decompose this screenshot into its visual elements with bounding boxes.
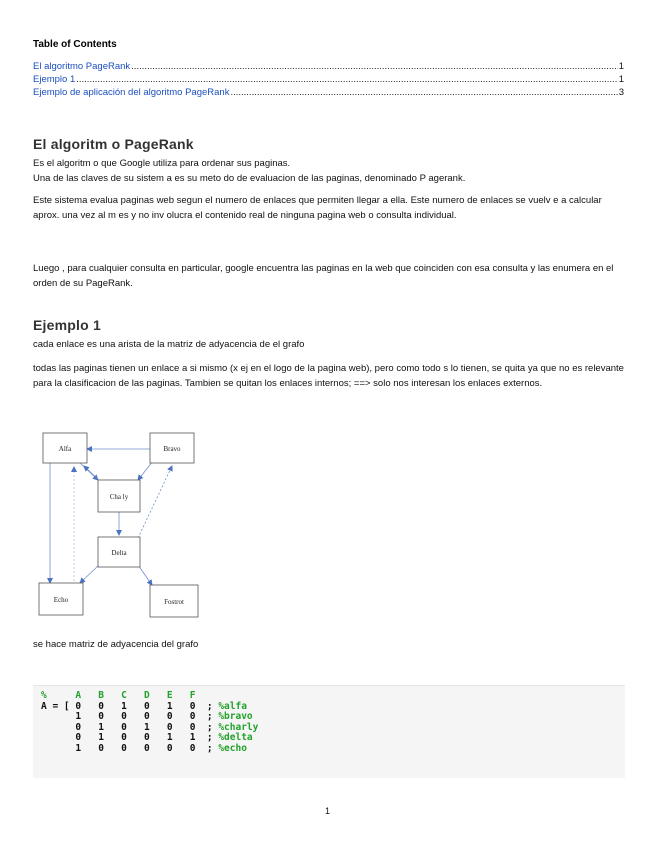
code-values: 1 0 0 0 0 0 xyxy=(75,711,196,722)
toc-leader-dots xyxy=(230,86,617,99)
paragraph: Este sistema evalua paginas web segun el numero de enlaces que permiten llegar a ella. Este numero de enlaces se vuelv e a calcular aprox. una vez al m es y no inv olucra el contenido real de ninguna pagina web o consulta individual. xyxy=(33,195,602,221)
toc-entry[interactable] xyxy=(33,60,624,73)
toc-entry-label: Ejemplo de aplicación del algoritmo PageRank xyxy=(33,87,230,98)
node-delta xyxy=(98,537,140,567)
section-heading-ejemplo-1: Ejemplo 1 xyxy=(33,317,101,333)
graph-diagram xyxy=(32,425,204,623)
code-comment: %alfa xyxy=(218,700,247,712)
section-heading-pagerank: El algoritm o PageRank xyxy=(33,136,194,152)
code-values: 0 1 0 0 1 1 xyxy=(75,732,196,743)
code-prefix: A = [ xyxy=(41,700,76,712)
code-values: 0 1 0 1 0 0 xyxy=(75,721,196,733)
node-echo xyxy=(39,583,83,615)
edge-delta-echo xyxy=(80,565,99,583)
code-values: 0 0 1 0 1 0 xyxy=(75,700,196,712)
node-label: Echo xyxy=(53,596,69,604)
code-prefix xyxy=(41,743,75,754)
paragraph: Es el algoritm o que Google utiliza para ordenar sus paginas. xyxy=(33,158,291,169)
toc-entry[interactable] xyxy=(33,73,624,86)
node-label: Cha ly xyxy=(109,493,129,501)
code-values: 1 0 0 0 0 0 xyxy=(75,742,196,754)
code-comment: %charly xyxy=(218,721,259,733)
page-number: 1 xyxy=(324,806,330,816)
paragraph: se hace matriz de adyacencia del grafo xyxy=(33,639,199,650)
paragraph: cada enlace es una arista de la matriz de adyacencia de el grafo xyxy=(33,339,305,350)
paragraph: Luego , para cualquier consulta en particular, google encuentra las paginas en la web que coinciden con esa consulta y las enumera en el orden de su PageRank. xyxy=(33,263,614,289)
edge-delta-fostrot xyxy=(138,565,152,585)
node-label: Alfa xyxy=(58,445,72,453)
code-comment: %bravo xyxy=(218,711,253,722)
node-label: Delta xyxy=(111,549,127,557)
edge-bravo-charly xyxy=(138,461,153,480)
toc-entry-label: Ejemplo 1 xyxy=(33,74,76,85)
code-prefix xyxy=(41,732,75,743)
code-prefix xyxy=(41,722,75,733)
node-alfa xyxy=(43,433,87,463)
code-comment: %delta xyxy=(218,732,253,743)
toc-entry-page: 1 xyxy=(618,74,624,85)
node-charly xyxy=(98,480,140,512)
table-of-contents xyxy=(33,60,624,99)
toc-entry-label: El algoritmo PageRank xyxy=(33,61,131,72)
toc-entry-page: 3 xyxy=(618,87,624,98)
toc-leader-dots xyxy=(76,73,617,86)
edge-delta-bravo xyxy=(138,466,172,538)
code-prefix xyxy=(41,711,75,722)
node-label: Bravo xyxy=(163,445,181,453)
edge-alfa-charly xyxy=(80,463,98,480)
node-label: Fostrot xyxy=(164,598,184,606)
node-fostrot xyxy=(150,585,198,617)
toc-title: Table of Contents xyxy=(33,39,117,50)
code-comment: % A B C D E F xyxy=(41,690,196,701)
code-comment: %echo xyxy=(218,742,247,754)
code-block: % A B C D E F A = [ 0 0 1 0 1 0 ; %alfa 1 0 0 0 0 0 ; %bravo 0 1 0 1 0 0 ; %charly 0 1 0 0 1 1 ; %delta 1 0 0 0 0 0 ; %echo xyxy=(33,685,625,778)
toc-leader-dots xyxy=(131,60,618,73)
node-bravo xyxy=(150,433,194,463)
toc-entry-page: 1 xyxy=(618,61,624,72)
paragraph: todas las paginas tienen un enlace a si mismo (x ej en el logo de la pagina web), pero como todo s lo tienen, se quita ya que no es relevante para la clasificacion de las paginas. Tambien se quitan los enlaces internos; ==> solo nos interesan los enlaces externos. xyxy=(33,363,624,389)
toc-entry[interactable] xyxy=(33,86,624,99)
paragraph: Una de las claves de su sistem a es su meto do de evaluacion de las paginas, denominado P agerank. xyxy=(33,173,466,184)
